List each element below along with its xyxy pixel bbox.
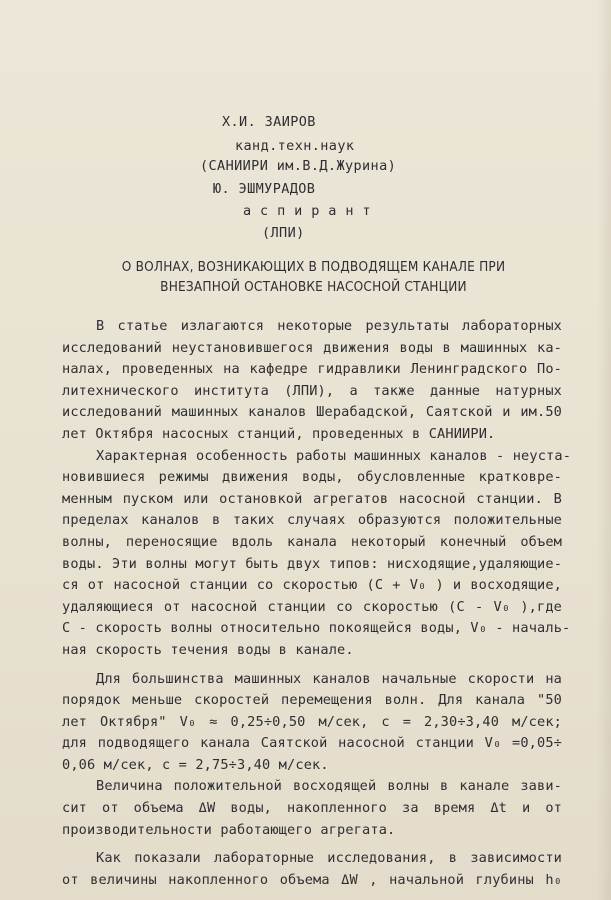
body-line: удаляющиеся от насосной станции со скоростью (С - V₀ ),где [62, 598, 562, 615]
body-line: ся от насосной станции со скоростью (С + V₀ ) и восходящие, [62, 577, 562, 594]
author1-name: Х.И. ЗАИРОВ [222, 114, 316, 130]
body-line: производительности работающего агрегата. [62, 821, 396, 838]
body-line: лет Октября насосных станций, проведенных в САНИИРИ. [62, 425, 496, 442]
body-line: ная скорость течения воды в канале. [62, 641, 354, 658]
body-line: С - скорость волны относительно покоящейся воды, V₀ - началь- [62, 620, 571, 637]
body-line: Как показали лабораторные исследования, в зависимости [96, 850, 562, 867]
body-line: новившиеся режимы движения воды, обусловленные кратковре- [62, 469, 562, 486]
body-line: менным пуском или остановкой агрегатов насосной станции. В [62, 490, 562, 507]
body-line: В статье излагаются некоторые результаты лабораторных [96, 318, 562, 334]
body-line: волны, переносящие вдоль канала некоторый конечный объем [62, 533, 562, 550]
body-line: Характерная особенность работы машинных каналов - неуста- [96, 447, 572, 464]
body-line: исследований машинных каналов Шерабадской, Саятской и им.50 [62, 404, 562, 421]
article-title-line1: О ВОЛНАХ, ВОЗНИКАЮЩИХ В ПОДВОДЯЩЕМ КАНАЛЕ ПРИ [121, 259, 506, 275]
body-line: от величины накопленного объема ΔW , начальной глубины h₀ [62, 871, 562, 888]
body-line: порядок меньше скоростей перемещения волн. Для канала "50 [62, 692, 562, 709]
author2-position: а с п и р а н т [243, 203, 371, 219]
body-line: воды. Эти волны могут быть двух типов: нисходящие,удаляющие- [62, 555, 563, 572]
body-line: 0,06 м/сек, c = 2,75÷3,40 м/сек. [62, 756, 329, 773]
article-body [62, 316, 572, 891]
body-line: для подводящего канала Саятской насосной станции V₀ =0,05÷ [62, 735, 562, 752]
body-line: исследований неустановившегося движения воды в машинных ка- [62, 339, 562, 356]
body-line: Величина положительной восходящей волны в канале зави- [96, 778, 562, 795]
body-line: пределах каналов в таких случаях образуются положительные [62, 512, 562, 529]
body-line: сит от объема ΔW воды, накопленного за время Δt и от [62, 800, 562, 817]
body-line: литехнического института (ЛПИ), а также данные натурных [62, 382, 562, 399]
author2-organization: (ЛПИ) [262, 225, 305, 241]
body-line: налах, проведенных на кафедре гидравлики Ленинградского По- [62, 361, 562, 378]
author2-name: Ю. ЭШМУРАДОВ [213, 181, 316, 197]
author1-degree: канд.техн.наук [235, 138, 355, 154]
body-line: Для большинства машинных каналов начальные скорости на [96, 670, 562, 687]
body-line: лет Октября" V₀ ≈ 0,25÷0,50 м/сек, c = 2,30÷3,40 м/сек; [62, 713, 562, 730]
article-title-line2: ВНЕЗАПНОЙ ОСТАНОВКЕ НАСОСНОЙ СТАНЦИИ [160, 279, 467, 295]
author1-organization: (САНИИРИ им.В.Д.Журина) [200, 158, 397, 174]
